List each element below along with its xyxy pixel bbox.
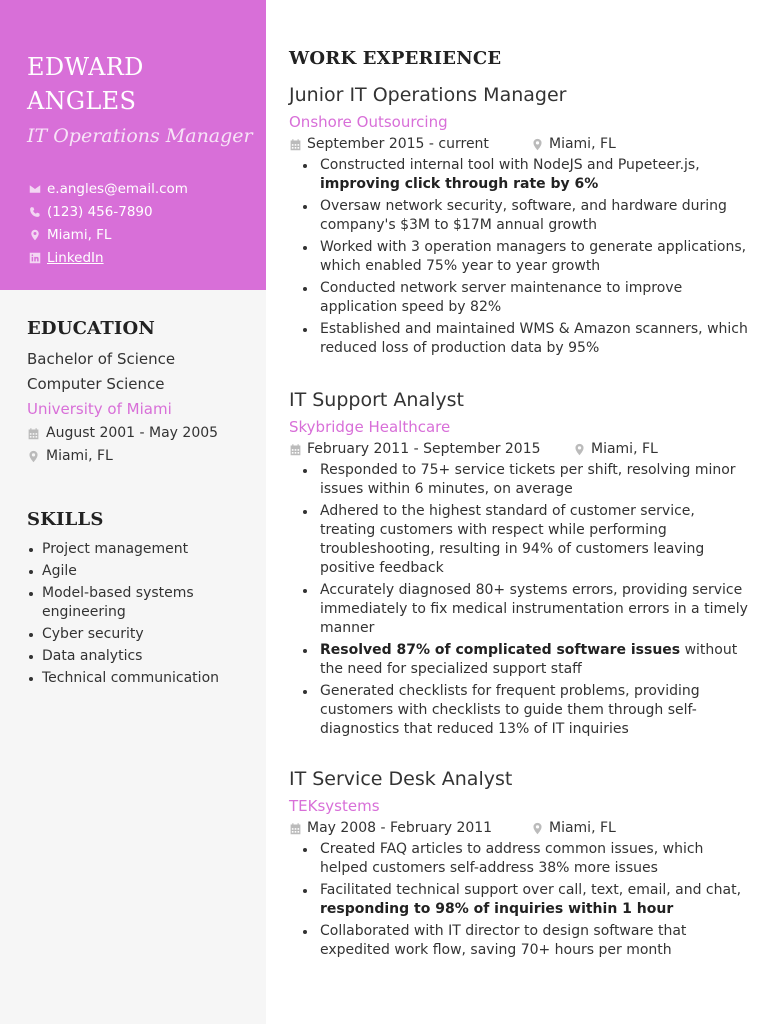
email-text: e.angles@email.com — [47, 180, 188, 197]
job-bullet: Responded to 75+ service tickets per shift, resolving minor issues within 6 minutes, on average — [289, 461, 749, 499]
job-role: IT Service Desk Analyst — [289, 768, 513, 790]
skills-list — [27, 540, 257, 691]
job-bullet: Collaborated with IT director to design software that expedited work flow, saving 70+ hours per month — [289, 922, 749, 960]
education-dates — [27, 422, 257, 445]
candidate-name — [27, 50, 257, 118]
job-entry — [289, 82, 749, 361]
job-bullets — [289, 461, 749, 739]
calendar-icon — [289, 822, 302, 835]
skill-item: Data analytics — [27, 647, 257, 666]
candidate-title: IT Operations Manager — [27, 125, 253, 147]
job-bullet: Conducted network server maintenance to improve application speed by 82% — [289, 279, 749, 317]
map-pin-icon — [573, 443, 586, 456]
education-heading: EDUCATION — [27, 318, 156, 339]
job-role: IT Support Analyst — [289, 389, 464, 411]
linkedin-icon — [29, 252, 41, 264]
education-location — [27, 445, 257, 468]
skills-heading: SKILLS — [27, 509, 104, 530]
job-bullet: Generated checklists for frequent problems, providing customers with checklists to guide them through self-diagnostics that reduced 13% of IT inquiries — [289, 682, 749, 739]
job-location — [573, 439, 658, 459]
job-company: Skybridge Healthcare — [289, 418, 451, 436]
job-bullet: Resolved 87% of complicated software issues without the need for specialized support staff — [289, 641, 749, 679]
job-bullets — [289, 156, 749, 358]
school-name: University of Miami — [27, 400, 172, 418]
job-bullet: Accurately diagnosed 80+ systems errors, providing service immediately to fix medical instrumentation errors in a timely manner — [289, 581, 749, 638]
contact-email — [29, 177, 188, 200]
job-location-text: Miami, FL — [549, 820, 616, 836]
job-bullet: Constructed internal tool with NodeJS and Pupeteer.js, improving click through rate by 6% — [289, 156, 749, 194]
education-location-text: Miami, FL — [46, 448, 113, 464]
contact-phone — [29, 200, 188, 223]
job-location — [531, 134, 616, 154]
job-dates: May 2008 - February 2011 — [307, 820, 493, 836]
first-name: EDWARD — [27, 53, 144, 81]
last-name: ANGLES — [27, 87, 137, 115]
job-dates: February 2011 - September 2015 — [307, 441, 541, 457]
contact-list — [29, 177, 188, 269]
work-experience-heading: WORK EXPERIENCE — [289, 48, 502, 69]
job-location-text: Miami, FL — [549, 136, 616, 152]
map-pin-icon — [27, 450, 40, 463]
job-dates: September 2015 - current — [307, 136, 489, 152]
sidebar — [0, 0, 266, 1024]
job-bullet: Facilitated technical support over call, text, email, and chat, responding to 98% of inquiries within 1 hour — [289, 881, 749, 919]
linkedin-link[interactable]: LinkedIn — [47, 249, 104, 266]
contact-linkedin[interactable] — [29, 246, 188, 269]
job-bullet: Worked with 3 operation managers to generate applications, which enabled 75% year to year growth — [289, 238, 749, 276]
sidebar-header — [0, 0, 266, 290]
job-location — [531, 818, 616, 838]
skill-item: Project management — [27, 540, 257, 559]
phone-icon — [29, 206, 41, 218]
job-meta — [289, 818, 749, 838]
location-text: Miami, FL — [47, 226, 112, 243]
job-role: Junior IT Operations Manager — [289, 84, 567, 106]
degree: Bachelor of Science — [27, 350, 176, 368]
education-dates-text: August 2001 - May 2005 — [46, 425, 219, 441]
envelope-icon — [29, 183, 41, 195]
job-bullet: Created FAQ articles to address common issues, which helped customers self-address 38% more issues — [289, 840, 749, 878]
skill-item: Technical communication — [27, 669, 257, 688]
calendar-icon — [27, 427, 40, 440]
job-location-text: Miami, FL — [591, 441, 658, 457]
map-pin-icon — [531, 822, 544, 835]
job-bullet: Established and maintained WMS & Amazon scanners, which reduced loss of production data by 95% — [289, 320, 749, 358]
job-meta — [289, 439, 749, 459]
skill-item: Model-based systems engineering — [27, 584, 257, 622]
map-pin-icon — [531, 138, 544, 151]
skill-item: Agile — [27, 562, 257, 581]
skill-item: Cyber security — [27, 625, 257, 644]
job-bullet: Adhered to the highest standard of customer service, treating customers with respect while performing troubleshooting, resulting in 94% of customers leaving positive feedback — [289, 502, 749, 578]
education-entry — [27, 347, 257, 468]
phone-text: (123) 456-7890 — [47, 203, 153, 220]
map-pin-icon — [29, 229, 41, 241]
job-entry — [289, 387, 749, 742]
job-bullet: Oversaw network security, software, and hardware during company's $3M to $17M annual growth — [289, 197, 749, 235]
job-entry — [289, 766, 749, 963]
field-of-study: Computer Science — [27, 375, 165, 393]
calendar-icon — [289, 138, 302, 151]
calendar-icon — [289, 443, 302, 456]
contact-location — [29, 223, 188, 246]
job-meta — [289, 134, 749, 154]
job-company: Onshore Outsourcing — [289, 113, 448, 131]
job-bullets — [289, 840, 749, 960]
job-company: TEKsystems — [289, 797, 380, 815]
